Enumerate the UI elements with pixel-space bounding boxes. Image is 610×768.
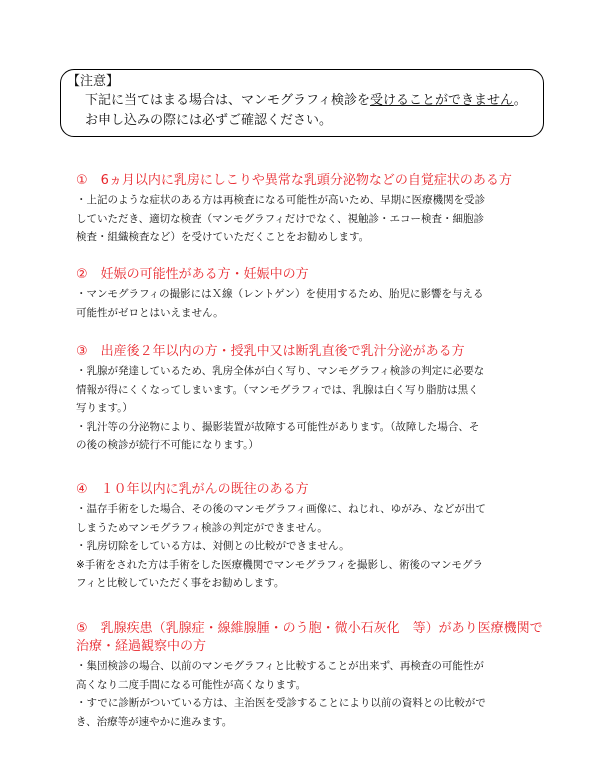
section-line: ・集団検診の場合、以前のマンモグラフィと比較することが出来ず、再検査の可能性が [76,660,484,672]
section-body [76,191,546,247]
section-4 [76,481,546,593]
section-heading-continued: 治療・経過観察中の方 [76,639,207,654]
section-1 [76,172,546,247]
section-line: ・すでに診断がついている方は、主治医を受診することにより以前の資料との比較がで [76,697,486,709]
section-3 [76,343,546,455]
section-line: ・マンモグラフィの撮影にはＸ線（レントゲン）を使用するため、胎児に影響を与える [76,288,484,300]
section-line: フィと比較していただく事をお勧めします。 [76,577,285,589]
section-2 [76,266,546,322]
notice-line-2: お申し込みの際には必ずご確認ください。 [85,113,333,128]
section-line: の後の検診が続行不可能になります。） [76,439,259,451]
section-line: き、治療等が速やかに進みます。 [76,715,233,728]
section-line: ・温存手術をした場合、その後のマンモグラフィ画像に、ねじれ、ゆがみ、などが出て [76,503,486,515]
notice-box [60,69,544,137]
section-5 [76,620,546,731]
section-heading: ⑤ 乳腺疾患（乳腺症・線維腺腫・のう胞・微小石灰化 等）があり医療機関で [76,621,543,636]
section-heading: ③ 出産後２年以内の方・授乳中又は断乳直後で乳汁分泌がある方 [76,344,465,359]
section-heading: ④ １０年以内に乳がんの既往のある方 [76,482,309,497]
section-body [76,285,546,322]
section-line: ※手術をされた方は手術をした医療機関でマンモグラフィを撮影し、術後のマンモグラ [76,558,483,571]
notice-title: 【注意】 [67,74,120,89]
section-line: ・乳腺が発達しているため、乳房全体が白く写り、マンモグラフィ検診の判定に必要な [76,365,485,377]
section-line: 高くなり二度手間になる可能性が高くなります。 [76,678,307,691]
notice-line-1 [85,92,527,110]
section-line: ・上記のような症状のある方は再検査になる可能性が高いため、早期に医療機関を受診 [76,194,486,206]
section-body [76,657,546,731]
section-line: 検査・組織検査など）を受けていただくことをお勧めします。 [76,231,370,243]
section-heading: ① 6ヵ月以内に乳房にしこりや異常な乳頭分泌物などの自覚症状のある方 [76,173,512,188]
notice-line-1-suffix: 。 [513,93,527,108]
section-line: 可能性がゼロとはいえません。 [76,306,224,319]
section-line: ・乳汁等の分泌物により、撮影装置が故障する可能性があります。（故障した場合、そ [76,420,480,433]
notice-underlined-text: 受けることができません [369,93,514,108]
section-body [76,500,546,593]
section-heading: ② 妊娠の可能性がある方・妊娠中の方 [76,267,309,282]
section-line: ・乳房切除をしている方は、対側との比較ができません。 [76,540,350,552]
notice-line-1-prefix: 下記に当てはまる場合は、マンモグラフィ検診を [85,93,370,108]
section-body [76,362,546,455]
section-line: していただき、適切な検査（マンモグラフィだけでなく、視触診・エコー検査・細胞診 [76,212,485,225]
section-line: 情報が得にくくなってしまいます。（マンモグラフィでは、乳腺は白く写り脂肪は黒く [76,383,479,396]
section-line: 写ります。） [76,402,133,414]
section-line: しまうためマンモグラフィ検診の判定ができません。 [76,521,328,534]
